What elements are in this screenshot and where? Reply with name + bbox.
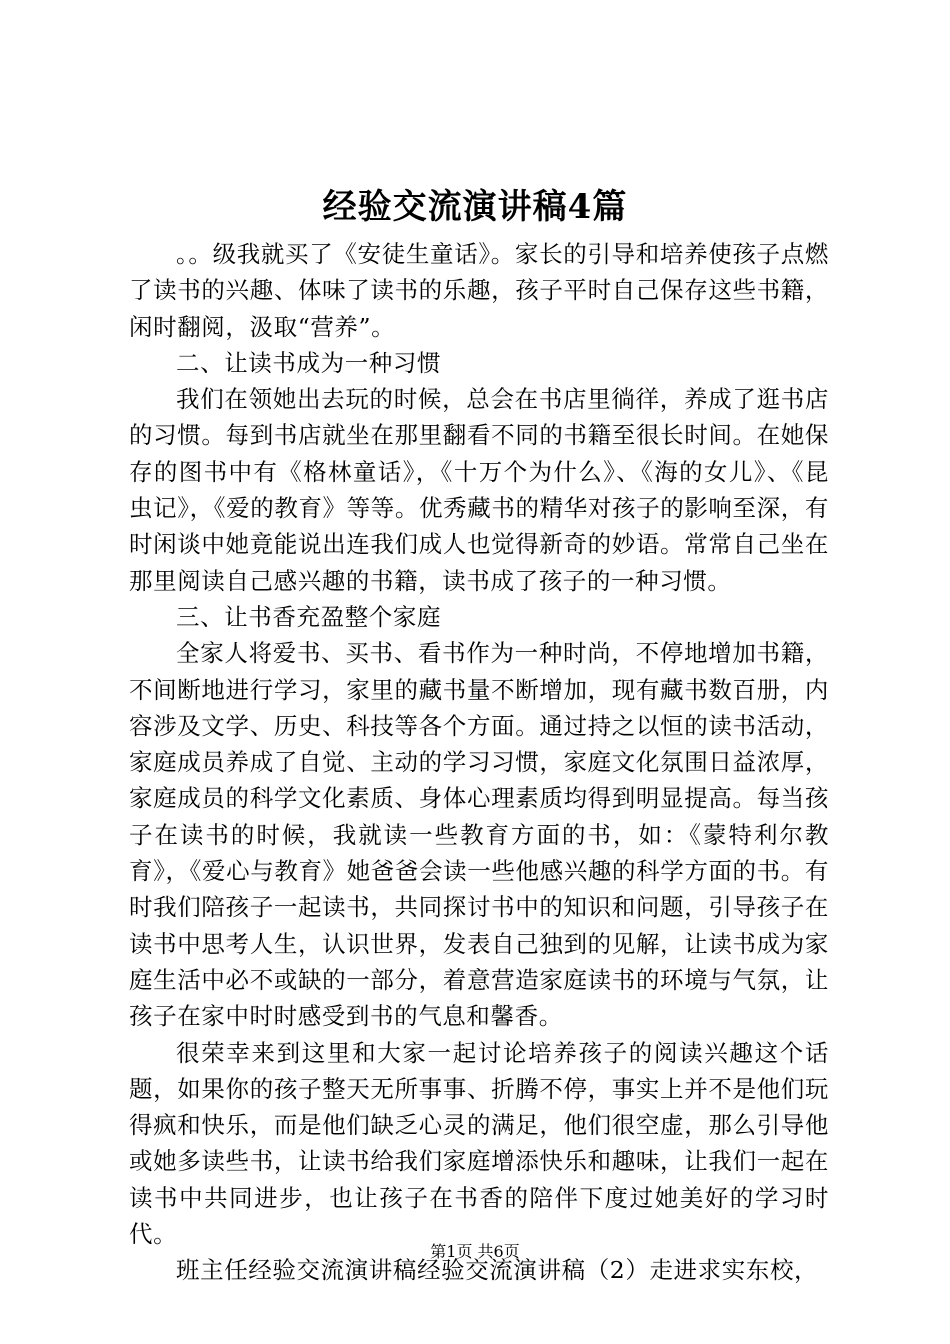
section-heading-2: 二、让读书成为一种习惯 — [176, 348, 442, 377]
paragraph-5: 班主任经验交流演讲稿经验交流演讲稿（2）走进求实东校， — [176, 1256, 819, 1285]
document-title: 经验交流演讲稿4篇 — [322, 187, 628, 227]
page-footer: 第1页 共6页 — [430, 1242, 520, 1261]
section-heading-3: 三、让书香充盈整个家庭 — [176, 602, 442, 631]
paragraph-2: 我们在领她出去玩的时候，总会在书店里徜徉，养成了逛书店的习惯。每到书店就坐在那里翻看不同的书籍至很长时间。在她保存的图书中有《格林童话》，《十万个为什么》、《海的女儿》、《昆虫记》，《爱的教育》等等。优秀藏书的精华对孩子的影响至深，有时闲谈中她竟能说出连我们成人也觉得新奇的妙语。常常自己坐在那里阅读自己感兴趣的书籍，读书成了孩子的一种习惯。 — [129, 385, 829, 595]
paragraph-3: 全家人将爱书、买书、看书作为一种时尚，不停地增加书籍，不间断地进行学习，家里的藏书量不断增加，现有藏书数百册，内容涉及文学、历史、科技等各个方面。通过持之以恒的读书活动，家庭成员养成了自觉、主动的学习习惯，家庭文化氛围日益浓厚，家庭成员的科学文化素质、身体心理素质均得到明显提高。每当孩子在读书的时候，我就读一些教育方面的书，如：《蒙特利尔教育》，《爱心与教育》她爸爸会读一些他感兴趣的科学方面的书。有时我们陪孩子一起读书，共同探讨书中的知识和问题，引导孩子在读书中思考人生，认识世界，发表自己独到的见解，让读书成为家庭生活中必不或缺的一部分，着意营造家庭读书的环境与气氛，让孩子在家中时时感受到书的气息和馨香。 — [129, 639, 829, 1031]
paragraph-4: 很荣幸来到这里和大家一起讨论培养孩子的阅读兴趣这个话题，如果你的孩子整天无所事事、折腾不停，事实上并不是他们玩得疯和快乐，而是他们缺乏心灵的满足，他们很空虚，那么引导他或她多读些书，让读书给我们家庭增添快乐和趣味，让我们一起在读书中共同进步，也让孩子在书香的陪伴下度过她美好的学习时代。 — [129, 1038, 829, 1249]
document-body — [129, 236, 829, 1289]
paragraph-1: 。。级我就买了《安徒生童话》。家长的引导和培养使孩子点燃了读书的兴趣、体味了读书的乐趣，孩子平时自己保存这些书籍，闲时翻阅，汲取“营养”。 — [129, 240, 829, 341]
